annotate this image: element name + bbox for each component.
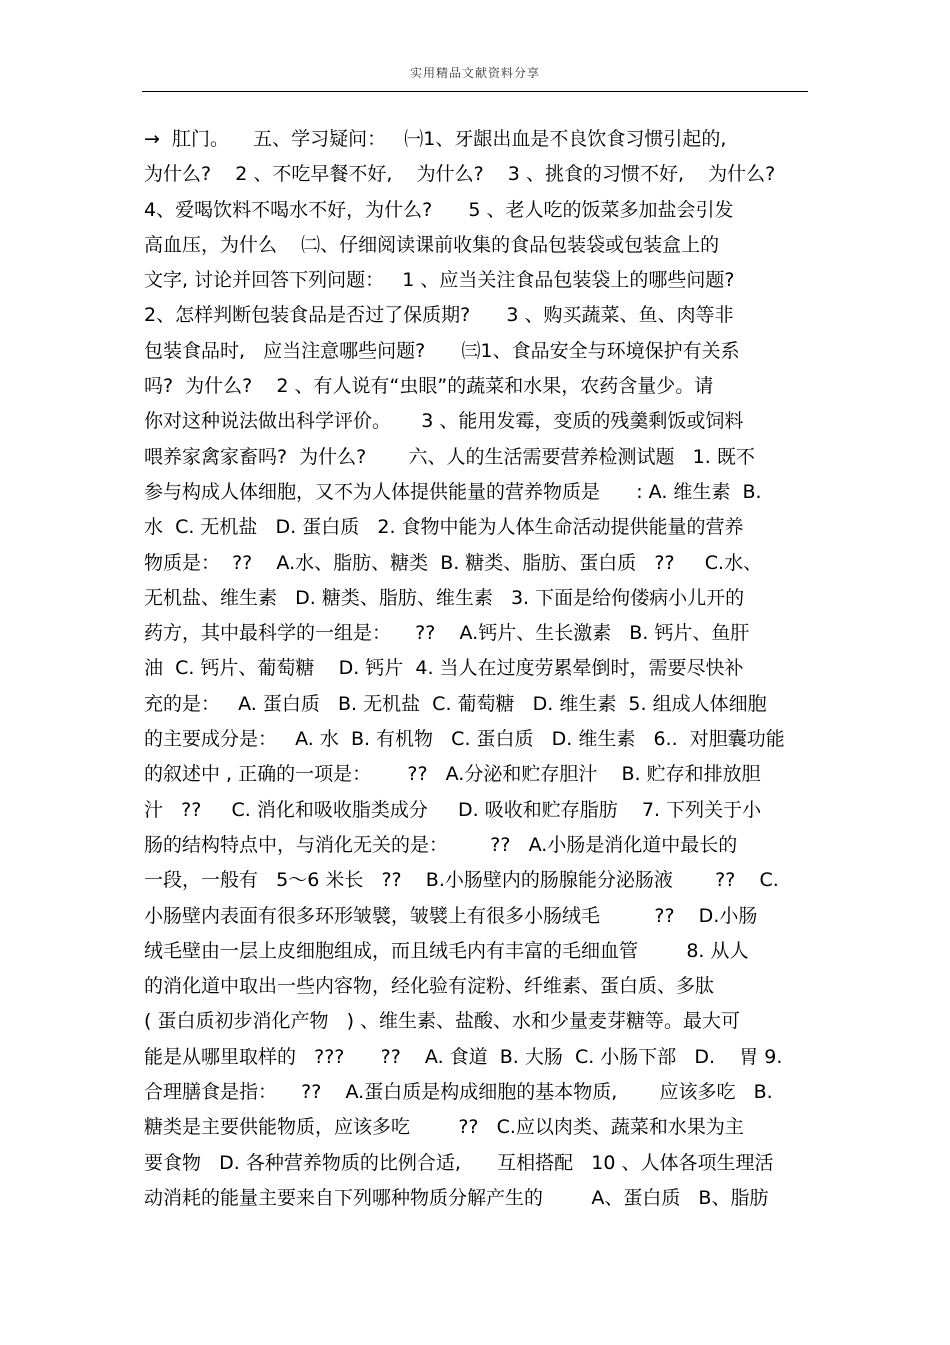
text-line: 文字, 讨论并回答下列问题： 1 、应当关注食品包装袋上的哪些问题?	[144, 269, 735, 292]
text-line: 油 C. 钙片、葡萄糖 D. 钙片 4. 当人在过度劳累晕倒时，需要尽快补	[144, 657, 744, 680]
text-line: 包装食品时, 应当注意哪些问题? ㈢1、食品安全与环境保护有关系	[144, 339, 740, 362]
text-line: 参与构成人体细胞，又不为人体提供能量的营养物质是 : A. 维生素 B.	[144, 480, 762, 503]
text-line: 高血压，为什么 ㈡、仔细阅读课前收集的食品包装袋或包装盒上的	[144, 233, 720, 256]
text-line: 充的是： A. 蛋白质 B. 无机盐 C. 葡萄糖 D. 维生素 5. 组成人体细胞	[144, 692, 767, 715]
text-line: ( 蛋白质初步消化产物 ) 、维生素、盐酸、水和少量麦芽糖等。最大可	[144, 1010, 741, 1033]
text-line: 2、怎样判断包装食品是否过了保质期? 3 、购买蔬菜、鱼、肉等非	[144, 304, 734, 327]
text-line: 要食物 D. 各种营养物质的比例合适, 互相搭配 10 、人体各项生理活	[144, 1151, 774, 1174]
text-line: 肠的结构特点中，与消化无关的是： ?? A.小肠是消化道中最长的	[144, 833, 738, 856]
text-line: 为什么? 2 、不吃早餐不好, 为什么? 3 、挑食的习惯不好, 为什么?	[144, 163, 776, 186]
text-line: 一段，一般有 5～6 米长 ?? B.小肠壁内的肠腺能分泌肠液 ?? C.	[144, 869, 779, 892]
text-line: 动消耗的能量主要来自下列哪种物质分解产生的 A、蛋白质 B、脂肪	[144, 1186, 769, 1209]
text-line: 的主要成分是： A. 水 B. 有机物 C. 蛋白质 D. 维生素 6.. 对胆囊功能	[144, 728, 785, 751]
text-line: 物质是： ?? A.水、脂肪、糖类 B. 糖类、脂肪、蛋白质 ?? C.水、	[144, 551, 763, 574]
document-body	[144, 122, 810, 1216]
text-line: 吗? 为什么? 2 、有人说有“虫眼”的蔬菜和水果，农药含量少。请	[144, 375, 714, 398]
text-line: 水 C. 无机盐 D. 蛋白质 2. 食物中能为人体生命活动提供能量的营养	[144, 516, 744, 539]
page-header: 实用精品文献资料分享	[409, 66, 540, 80]
text-line: 汁 ?? C. 消化和吸收脂类成分 D. 吸收和贮存脂肪 7. 下列关于小	[144, 798, 762, 821]
text-line: 的叙述中 , 正确的一项是： ?? A.分泌和贮存胆汁 B. 贮存和排放胆	[144, 763, 761, 786]
text-line: 能是从哪里取样的 ??? ?? A. 食道 B. 大肠 C. 小肠下部 D. 胃 9.	[144, 1045, 783, 1068]
text-line: 药方，其中最科学的一组是： ?? A.钙片、生长激素 B. 钙片、鱼肝	[144, 622, 750, 645]
text-line: 合理膳食是指： ?? A.蛋白质是构成细胞的基本物质, 应该多吃 B.	[144, 1081, 773, 1104]
text-line: 4、爱喝饮料不喝水不好，为什么? 5 、老人吃的饭菜多加盐会引发	[144, 198, 734, 221]
text-line: 你对这种说法做出科学评价。 3 、能用发霉，变质的残羹剩饭或饲料	[144, 410, 744, 433]
header-divider	[142, 91, 808, 92]
text-line: 糖类是主要供能物质，应该多吃 ?? C.应以肉类、蔬菜和水果为主	[144, 1116, 744, 1139]
text-line: 绒毛壁由一层上皮细胞组成，而且绒毛内有丰富的毛细血管 8. 从人	[144, 939, 749, 962]
text-line: 喂养家禽家畜吗? 为什么? 六、人的生活需要营养检测试题 1. 既不	[144, 445, 755, 468]
text-line: 无机盐、维生素 D. 糖类、脂肪、维生素 3. 下面是给佝偻病小儿开的	[144, 586, 745, 609]
text-line: 小肠壁内表面有很多环形皱襞，皱襞上有很多小肠绒毛 ?? D.小肠	[144, 904, 758, 927]
text-line: 的消化道中取出一些内容物，经化验有淀粉、纤维素、蛋白质、多肽	[144, 975, 715, 998]
text-line: → 肛门。 五、学习疑问： ㈠1、牙龈出血是不良饮食习惯引起的,	[144, 128, 727, 150]
